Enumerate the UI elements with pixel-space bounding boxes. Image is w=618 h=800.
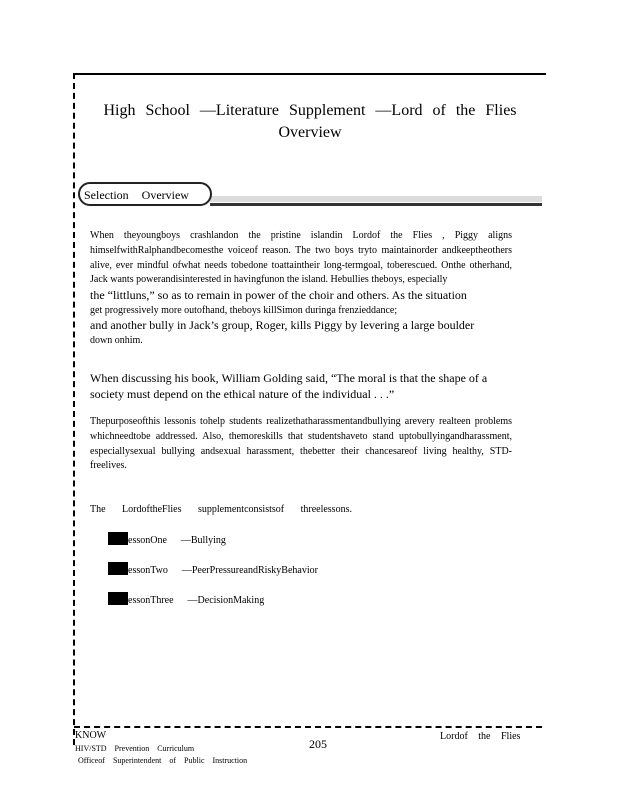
supplement-summary: The LordoftheFlies supplementconsistsof threelessons.	[90, 504, 352, 515]
lesson-name: essonTwo	[128, 565, 168, 576]
footer-org: KNOW	[75, 730, 107, 741]
page-title-line2: Overview	[278, 124, 342, 141]
lesson-item	[108, 532, 226, 548]
footer-book-title: Lordof the Flies	[440, 731, 521, 742]
section-bar-light	[210, 196, 542, 202]
overview-text-large: the “littluns,” so as to remain in power of the choir and others. As the situation	[90, 288, 467, 303]
golding-quote-paragraph: When discussing his book, William Golding said, “The moral is that the shape of a society must depend on the ethical nature of the individual . . .”	[90, 371, 488, 401]
top-border	[74, 73, 546, 75]
overview-text-small-2: get progressively more outofhand, theboys killSimon duringa frenzieddance;	[90, 304, 398, 316]
section-bar-dark	[210, 203, 542, 206]
footer-curriculum: HIV/STD Prevention Curriculum	[75, 744, 195, 753]
bottom-dashed-border	[74, 726, 542, 728]
lesson-topic: —Bullying	[180, 535, 226, 546]
purpose-paragraph: Thepurposeofthis lessonis tohelp students realizethatharassmentandbullying arevery realteen problems whichneedtobe addressed. Also, themoreskills that studentshaveto stand uptobullyingandharassment, especiallysexual bullying andsexual harassment, thebetter their chancesareof living healthy, STD-freelives.	[90, 416, 512, 472]
lesson-topic: —PeerPressureandRiskyBehavior	[181, 565, 318, 576]
lesson-item	[108, 562, 318, 578]
overview-text-small: When theyoungboys crashlandon the pristine islandin Lordof the Flies , Piggy aligns himselfwithRalphandbecomesthe voiceof reason. The two boys tryto maintainorder andkeeptheothers alive, ever mindful ofwhat needs tobedone toattaintheir long-termgoal, toberescued. Onthe otherhand, Jack wants powerandisinterested in havingfunon the island. Hebullies theboys, especially	[90, 230, 512, 286]
page-title	[80, 100, 540, 144]
section-label: Selection Overview	[84, 188, 189, 202]
lesson-name: essonOne	[128, 535, 167, 546]
page-number: 205	[309, 737, 327, 751]
left-dashed-border	[73, 73, 75, 745]
page-title-line1: High School —Literature Supplement —Lord of the Flies	[103, 102, 517, 119]
overview-paragraph	[90, 229, 512, 349]
redaction-block	[108, 562, 128, 575]
lesson-topic: —DecisionMaking	[187, 595, 265, 606]
overview-text-small-3: down onhim.	[90, 334, 143, 346]
redaction-block	[108, 532, 128, 545]
redaction-block	[108, 592, 128, 605]
footer-office: Officeof Superintendent of Public Instruction	[78, 756, 248, 765]
lesson-item	[108, 592, 264, 608]
lesson-name: essonThree	[128, 595, 174, 606]
overview-text-large-2: and another bully in Jack’s group, Roger, kills Piggy by levering a large boulder	[90, 318, 475, 333]
